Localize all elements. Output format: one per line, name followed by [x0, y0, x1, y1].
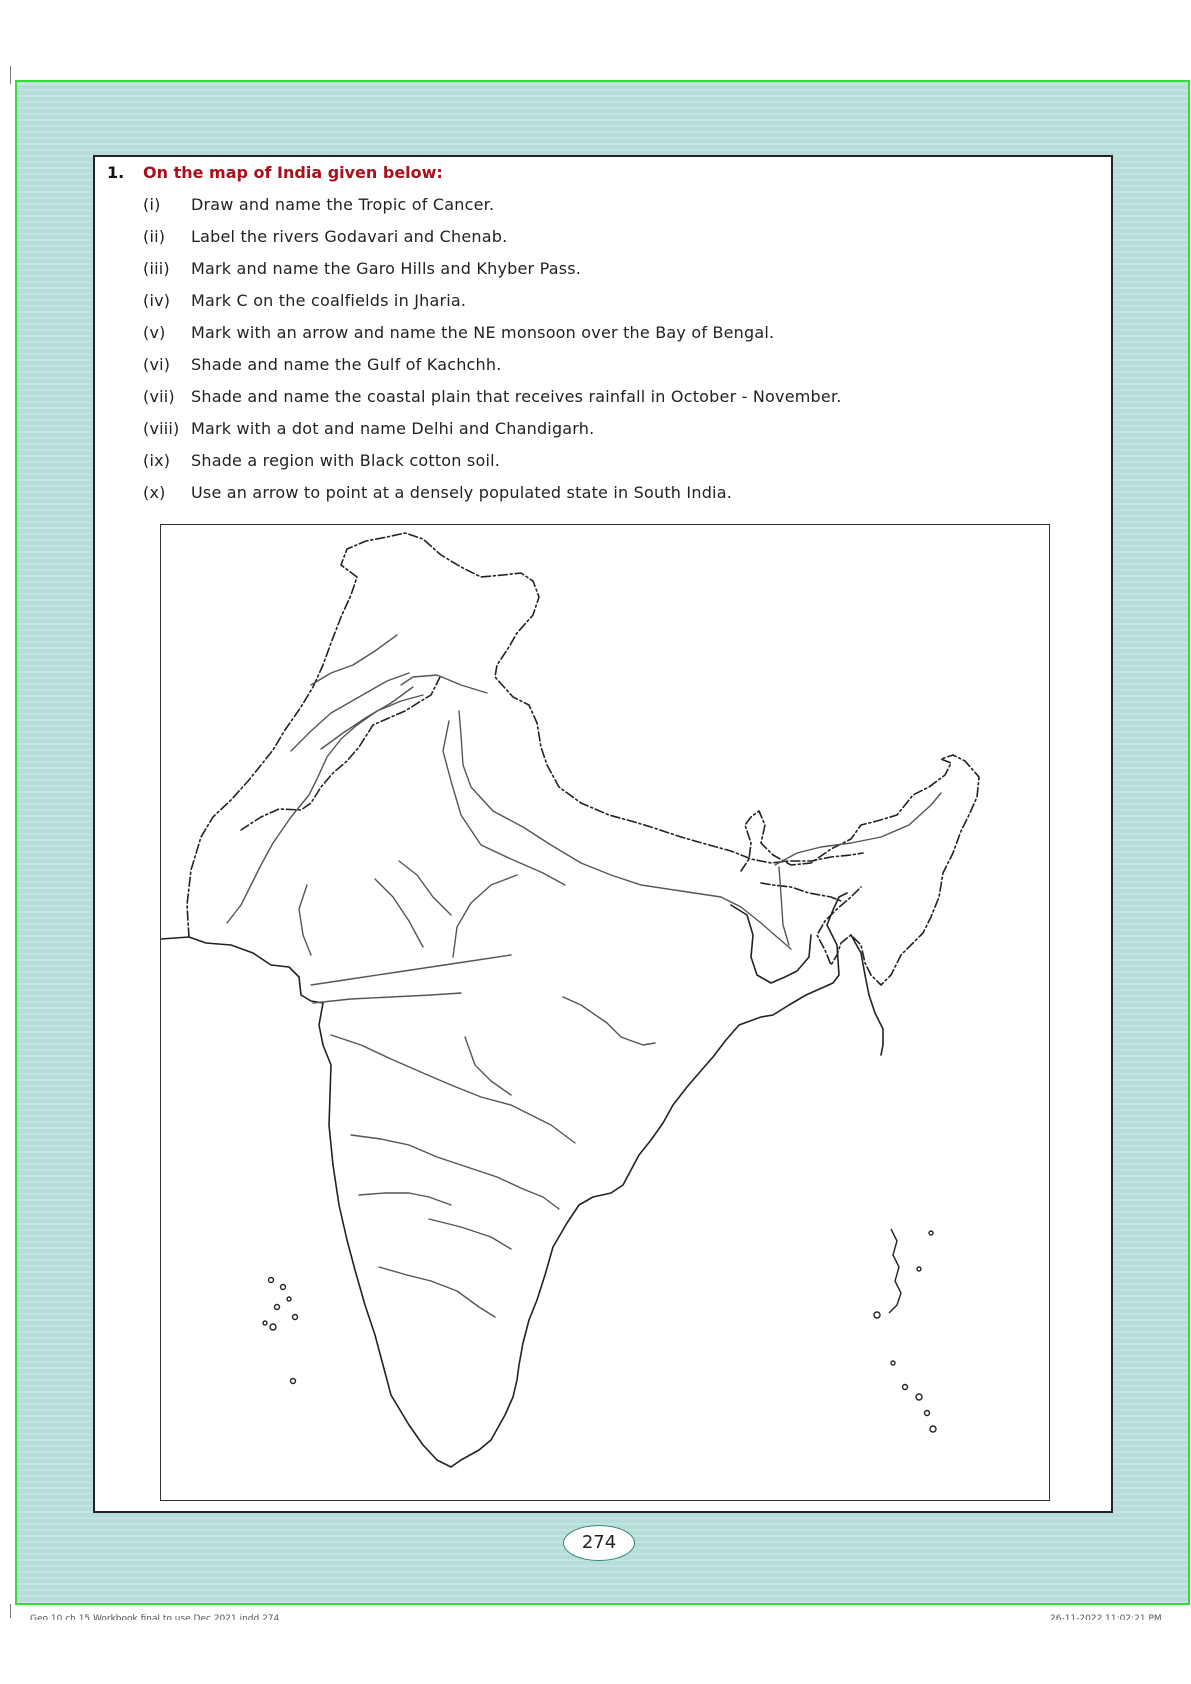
- item-number: (i): [143, 195, 161, 214]
- river-tapi: [313, 993, 461, 1003]
- river-penner: [429, 1219, 511, 1249]
- item-text: Mark and name the Garo Hills and Khyber Pass.: [191, 259, 582, 278]
- item-number: (x): [143, 483, 166, 502]
- island: [917, 1267, 921, 1271]
- list-item: [143, 355, 1043, 387]
- list-item: [143, 323, 1043, 355]
- river-narmada: [311, 955, 511, 985]
- item-text: Label the rivers Godavari and Chenab.: [191, 227, 508, 246]
- coastline: [851, 935, 883, 1055]
- india-outline-map[interactable]: [160, 524, 1050, 1501]
- river-luni: [299, 885, 311, 955]
- river-sutlej: [401, 675, 487, 693]
- island: [874, 1312, 880, 1318]
- river-wainganga: [465, 1037, 511, 1095]
- print-footer-right: 26-11-2022 11:02:21 PM: [1050, 1614, 1162, 1620]
- list-item: [143, 259, 1043, 291]
- question-box: [93, 155, 1113, 1513]
- india-border: [761, 883, 841, 901]
- river-chambal: [375, 879, 423, 947]
- island: [293, 1315, 298, 1320]
- river-jhelum: [311, 635, 397, 685]
- island: [275, 1305, 280, 1310]
- coastline: [731, 905, 811, 983]
- list-item: [143, 227, 1043, 259]
- river-krishna: [351, 1135, 559, 1209]
- item-number: (vii): [143, 387, 175, 406]
- river-indus: [227, 695, 423, 923]
- trim-mark: [10, 66, 11, 84]
- river-ganga: [459, 711, 791, 949]
- question-items: [143, 195, 1043, 515]
- item-text: Shade a region with Black cotton soil.: [191, 451, 501, 470]
- river-kaveri: [379, 1267, 495, 1317]
- island: [930, 1426, 936, 1432]
- india-border: [187, 533, 863, 937]
- item-text: Use an arrow to point at a densely populated state in South India.: [191, 483, 732, 502]
- island: [929, 1231, 933, 1235]
- item-number: (ix): [143, 451, 171, 470]
- andaman-islands: [889, 1229, 901, 1313]
- item-text: Mark C on the coalfields in Jharia.: [191, 291, 467, 310]
- island: [916, 1394, 922, 1400]
- island: [903, 1385, 908, 1390]
- river-chenab: [291, 673, 409, 751]
- river-tungabhadra: [359, 1193, 451, 1205]
- island: [287, 1297, 291, 1301]
- question-title: On the map of India given below:: [143, 163, 443, 182]
- item-text: Shade and name the coastal plain that receives rainfall in October - November.: [191, 387, 842, 406]
- island: [291, 1379, 296, 1384]
- river-godavari: [331, 1035, 575, 1143]
- item-number: (viii): [143, 419, 180, 438]
- item-text: Draw and name the Tropic of Cancer.: [191, 195, 495, 214]
- list-item: [143, 483, 1043, 515]
- list-item: [143, 195, 1043, 227]
- island: [269, 1278, 274, 1283]
- question-number: 1.: [107, 163, 125, 182]
- river-mahanadi: [563, 997, 655, 1045]
- item-text: Mark with a dot and name Delhi and Chandigarh.: [191, 419, 595, 438]
- item-number: (v): [143, 323, 166, 342]
- page-number: 274: [563, 1525, 635, 1561]
- river-son: [453, 875, 517, 957]
- item-number: (iii): [143, 259, 170, 278]
- island: [925, 1411, 930, 1416]
- item-number: (ii): [143, 227, 166, 246]
- india-map-drawing: [161, 525, 1049, 1500]
- list-item: [143, 291, 1043, 323]
- trim-mark: [10, 1604, 11, 1618]
- list-item: [143, 387, 1043, 419]
- item-text: Shade and name the Gulf of Kachchh.: [191, 355, 502, 374]
- river-betwa: [399, 861, 451, 915]
- island: [281, 1285, 286, 1290]
- island: [270, 1324, 276, 1330]
- river-brahmaputra: [779, 867, 789, 945]
- print-footer-left: Geo 10 ch 15 Workbook final to use Dec 2021.indd 274: [30, 1614, 280, 1620]
- item-text: Mark with an arrow and name the NE monsoon over the Bay of Bengal.: [191, 323, 775, 342]
- list-item: [143, 451, 1043, 483]
- item-number: (iv): [143, 291, 171, 310]
- island: [263, 1321, 267, 1325]
- list-item: [143, 419, 1043, 451]
- item-number: (vi): [143, 355, 171, 374]
- island: [891, 1361, 895, 1365]
